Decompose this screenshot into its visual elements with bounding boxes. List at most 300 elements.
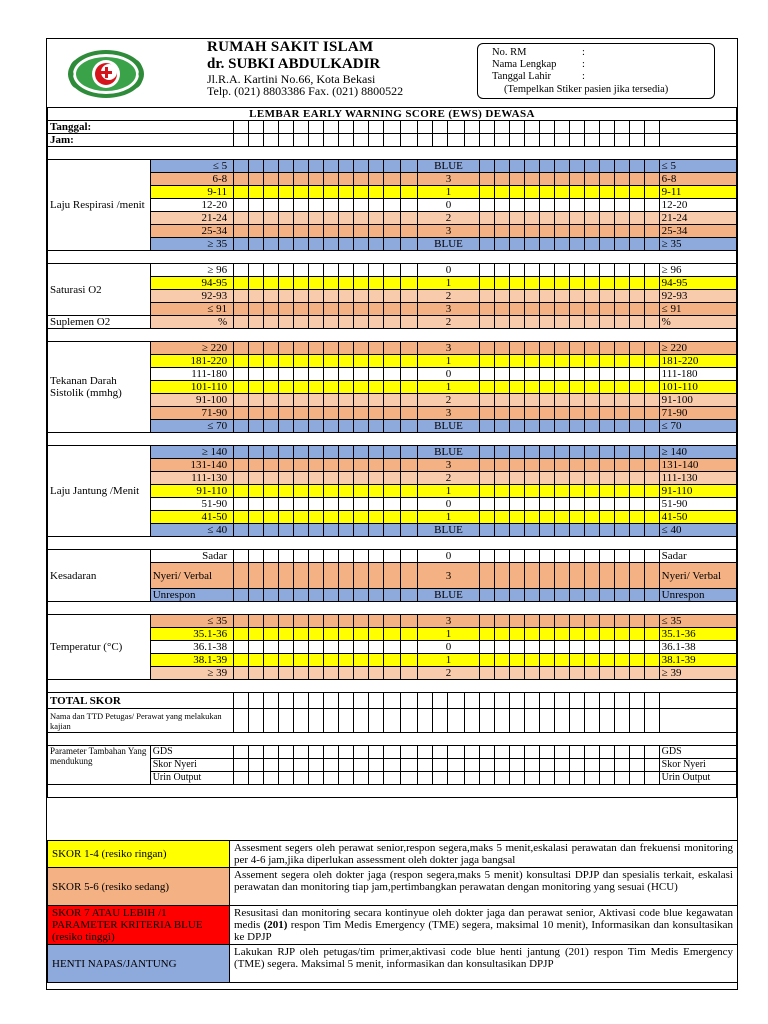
entry-cell[interactable] bbox=[495, 746, 510, 759]
entry-cell[interactable] bbox=[480, 407, 495, 420]
entry-cell[interactable] bbox=[383, 654, 400, 667]
entry-cell[interactable] bbox=[509, 459, 524, 472]
entry-cell[interactable] bbox=[433, 772, 448, 785]
entry-cell[interactable] bbox=[644, 290, 659, 303]
entry-cell[interactable] bbox=[323, 160, 338, 173]
entry-cell[interactable] bbox=[353, 134, 368, 147]
entry-cell[interactable] bbox=[368, 238, 383, 251]
entry-cell[interactable] bbox=[308, 342, 323, 355]
entry-cell[interactable] bbox=[629, 550, 644, 563]
entry-cell[interactable] bbox=[644, 550, 659, 563]
entry-cell[interactable] bbox=[234, 407, 249, 420]
entry-cell[interactable] bbox=[539, 355, 554, 368]
entry-cell[interactable] bbox=[509, 615, 524, 628]
entry-cell[interactable] bbox=[554, 238, 569, 251]
entry-cell[interactable] bbox=[353, 446, 368, 459]
entry-cell[interactable] bbox=[353, 693, 368, 709]
entry-cell[interactable] bbox=[323, 420, 338, 433]
entry-cell[interactable] bbox=[368, 589, 383, 602]
entry-cell[interactable] bbox=[418, 746, 433, 759]
entry-cell[interactable] bbox=[249, 589, 264, 602]
entry-cell[interactable] bbox=[495, 199, 510, 212]
entry-cell[interactable] bbox=[509, 225, 524, 238]
entry-cell[interactable] bbox=[495, 641, 510, 654]
entry-cell[interactable] bbox=[629, 759, 644, 772]
entry-cell[interactable] bbox=[433, 746, 448, 759]
entry-cell[interactable] bbox=[480, 498, 495, 511]
entry-cell[interactable] bbox=[264, 212, 279, 225]
entry-cell[interactable] bbox=[644, 277, 659, 290]
entry-cell[interactable] bbox=[584, 511, 599, 524]
entry-cell[interactable] bbox=[584, 472, 599, 485]
entry-cell[interactable] bbox=[509, 316, 524, 329]
entry-cell[interactable] bbox=[433, 759, 448, 772]
entry-cell[interactable] bbox=[294, 368, 309, 381]
entry-cell[interactable] bbox=[279, 628, 294, 641]
entry-cell[interactable] bbox=[400, 459, 417, 472]
entry-cell[interactable] bbox=[353, 589, 368, 602]
entry-cell[interactable] bbox=[554, 212, 569, 225]
entry-cell[interactable] bbox=[308, 368, 323, 381]
entry-cell[interactable] bbox=[614, 615, 629, 628]
entry-cell[interactable] bbox=[480, 121, 495, 134]
entry-cell[interactable] bbox=[569, 709, 584, 733]
entry-cell[interactable] bbox=[509, 277, 524, 290]
entry-cell[interactable] bbox=[383, 290, 400, 303]
entry-cell[interactable] bbox=[249, 238, 264, 251]
entry-cell[interactable] bbox=[383, 693, 400, 709]
entry-cell[interactable] bbox=[524, 641, 539, 654]
entry-cell[interactable] bbox=[368, 550, 383, 563]
entry-cell[interactable] bbox=[323, 628, 338, 641]
entry-cell[interactable] bbox=[308, 550, 323, 563]
entry-cell[interactable] bbox=[249, 746, 264, 759]
entry-cell[interactable] bbox=[509, 368, 524, 381]
entry-cell[interactable] bbox=[554, 316, 569, 329]
entry-cell[interactable] bbox=[554, 303, 569, 316]
entry-cell[interactable] bbox=[614, 446, 629, 459]
entry-cell[interactable] bbox=[338, 238, 353, 251]
entry-cell[interactable] bbox=[509, 160, 524, 173]
entry-cell[interactable] bbox=[569, 628, 584, 641]
entry-cell[interactable] bbox=[554, 615, 569, 628]
entry-cell[interactable] bbox=[308, 759, 323, 772]
entry-cell[interactable] bbox=[383, 667, 400, 680]
entry-cell[interactable] bbox=[539, 134, 554, 147]
entry-cell[interactable] bbox=[353, 316, 368, 329]
entry-cell[interactable] bbox=[400, 589, 417, 602]
entry-cell[interactable] bbox=[400, 511, 417, 524]
entry-cell[interactable] bbox=[569, 225, 584, 238]
entry-cell[interactable] bbox=[294, 186, 309, 199]
entry-cell[interactable] bbox=[524, 212, 539, 225]
entry-cell[interactable] bbox=[644, 355, 659, 368]
entry-cell[interactable] bbox=[524, 316, 539, 329]
entry-cell[interactable] bbox=[308, 667, 323, 680]
entry-cell[interactable] bbox=[447, 746, 464, 759]
entry-cell[interactable] bbox=[368, 134, 383, 147]
entry-cell[interactable] bbox=[234, 589, 249, 602]
entry-cell[interactable] bbox=[353, 368, 368, 381]
entry-cell[interactable] bbox=[509, 173, 524, 186]
entry-cell[interactable] bbox=[400, 355, 417, 368]
entry-cell[interactable] bbox=[495, 759, 510, 772]
entry-cell[interactable] bbox=[569, 342, 584, 355]
entry-cell[interactable] bbox=[264, 485, 279, 498]
entry-cell[interactable] bbox=[629, 277, 644, 290]
entry-cell[interactable] bbox=[308, 772, 323, 785]
entry-cell[interactable] bbox=[249, 381, 264, 394]
entry-cell[interactable] bbox=[554, 628, 569, 641]
entry-cell[interactable] bbox=[279, 589, 294, 602]
entry-cell[interactable] bbox=[569, 212, 584, 225]
entry-cell[interactable] bbox=[569, 420, 584, 433]
entry-cell[interactable] bbox=[524, 472, 539, 485]
entry-cell[interactable] bbox=[264, 628, 279, 641]
entry-cell[interactable] bbox=[614, 550, 629, 563]
entry-cell[interactable] bbox=[279, 212, 294, 225]
entry-cell[interactable] bbox=[264, 589, 279, 602]
entry-cell[interactable] bbox=[338, 446, 353, 459]
entry-cell[interactable] bbox=[495, 511, 510, 524]
entry-cell[interactable] bbox=[644, 472, 659, 485]
entry-cell[interactable] bbox=[480, 472, 495, 485]
entry-cell[interactable] bbox=[368, 772, 383, 785]
entry-cell[interactable] bbox=[368, 225, 383, 238]
entry-cell[interactable] bbox=[629, 186, 644, 199]
entry-cell[interactable] bbox=[584, 746, 599, 759]
entry-cell[interactable] bbox=[465, 121, 480, 134]
entry-cell[interactable] bbox=[644, 186, 659, 199]
entry-cell[interactable] bbox=[509, 746, 524, 759]
entry-cell[interactable] bbox=[400, 342, 417, 355]
entry-cell[interactable] bbox=[279, 186, 294, 199]
entry-cell[interactable] bbox=[400, 212, 417, 225]
entry-cell[interactable] bbox=[644, 420, 659, 433]
entry-cell[interactable] bbox=[539, 342, 554, 355]
entry-cell[interactable] bbox=[569, 355, 584, 368]
entry-cell[interactable] bbox=[418, 121, 433, 134]
entry-cell[interactable] bbox=[383, 264, 400, 277]
entry-cell[interactable] bbox=[644, 160, 659, 173]
entry-cell[interactable] bbox=[249, 524, 264, 537]
entry-cell[interactable] bbox=[338, 667, 353, 680]
entry-cell[interactable] bbox=[599, 394, 614, 407]
entry-cell[interactable] bbox=[234, 186, 249, 199]
entry-cell[interactable] bbox=[554, 641, 569, 654]
entry-cell[interactable] bbox=[279, 446, 294, 459]
entry-cell[interactable] bbox=[249, 498, 264, 511]
entry-cell[interactable] bbox=[599, 759, 614, 772]
entry-cell[interactable] bbox=[509, 485, 524, 498]
entry-cell[interactable] bbox=[524, 394, 539, 407]
entry-cell[interactable] bbox=[249, 459, 264, 472]
entry-cell[interactable] bbox=[509, 264, 524, 277]
entry-cell[interactable] bbox=[599, 563, 614, 589]
entry-cell[interactable] bbox=[353, 277, 368, 290]
entry-cell[interactable] bbox=[554, 511, 569, 524]
entry-cell[interactable] bbox=[614, 772, 629, 785]
entry-cell[interactable] bbox=[614, 277, 629, 290]
entry-cell[interactable] bbox=[264, 407, 279, 420]
entry-cell[interactable] bbox=[614, 290, 629, 303]
entry-cell[interactable] bbox=[400, 709, 417, 733]
entry-cell[interactable] bbox=[279, 709, 294, 733]
entry-cell[interactable] bbox=[323, 446, 338, 459]
entry-cell[interactable] bbox=[629, 121, 644, 134]
entry-cell[interactable] bbox=[569, 485, 584, 498]
entry-cell[interactable] bbox=[524, 134, 539, 147]
entry-cell[interactable] bbox=[249, 264, 264, 277]
entry-cell[interactable] bbox=[569, 472, 584, 485]
entry-cell[interactable] bbox=[400, 550, 417, 563]
entry-cell[interactable] bbox=[524, 173, 539, 186]
entry-cell[interactable] bbox=[353, 772, 368, 785]
entry-cell[interactable] bbox=[368, 420, 383, 433]
entry-cell[interactable] bbox=[383, 368, 400, 381]
entry-cell[interactable] bbox=[447, 134, 464, 147]
entry-cell[interactable] bbox=[264, 420, 279, 433]
entry-cell[interactable] bbox=[524, 277, 539, 290]
entry-cell[interactable] bbox=[629, 381, 644, 394]
entry-cell[interactable] bbox=[400, 199, 417, 212]
entry-cell[interactable] bbox=[644, 121, 659, 134]
entry-cell[interactable] bbox=[480, 225, 495, 238]
entry-cell[interactable] bbox=[249, 667, 264, 680]
entry-cell[interactable] bbox=[629, 342, 644, 355]
entry-cell[interactable] bbox=[249, 290, 264, 303]
entry-cell[interactable] bbox=[539, 589, 554, 602]
entry-cell[interactable] bbox=[539, 225, 554, 238]
entry-cell[interactable] bbox=[569, 303, 584, 316]
entry-cell[interactable] bbox=[383, 186, 400, 199]
entry-cell[interactable] bbox=[539, 238, 554, 251]
entry-cell[interactable] bbox=[294, 355, 309, 368]
entry-cell[interactable] bbox=[539, 563, 554, 589]
entry-cell[interactable] bbox=[294, 225, 309, 238]
entry-cell[interactable] bbox=[323, 342, 338, 355]
entry-cell[interactable] bbox=[234, 772, 249, 785]
entry-cell[interactable] bbox=[569, 615, 584, 628]
entry-cell[interactable] bbox=[383, 709, 400, 733]
entry-cell[interactable] bbox=[495, 160, 510, 173]
entry-cell[interactable] bbox=[383, 485, 400, 498]
entry-cell[interactable] bbox=[383, 316, 400, 329]
entry-cell[interactable] bbox=[264, 693, 279, 709]
entry-cell[interactable] bbox=[465, 693, 480, 709]
entry-cell[interactable] bbox=[509, 420, 524, 433]
entry-cell[interactable] bbox=[338, 589, 353, 602]
entry-cell[interactable] bbox=[338, 199, 353, 212]
entry-cell[interactable] bbox=[294, 759, 309, 772]
entry-cell[interactable] bbox=[308, 498, 323, 511]
entry-cell[interactable] bbox=[368, 709, 383, 733]
entry-cell[interactable] bbox=[294, 654, 309, 667]
entry-cell[interactable] bbox=[614, 238, 629, 251]
entry-cell[interactable] bbox=[480, 368, 495, 381]
entry-cell[interactable] bbox=[234, 654, 249, 667]
entry-cell[interactable] bbox=[249, 342, 264, 355]
entry-cell[interactable] bbox=[368, 472, 383, 485]
entry-cell[interactable] bbox=[249, 472, 264, 485]
entry-cell[interactable] bbox=[584, 641, 599, 654]
entry-cell[interactable] bbox=[629, 290, 644, 303]
entry-cell[interactable] bbox=[308, 407, 323, 420]
entry-cell[interactable] bbox=[584, 709, 599, 733]
entry-cell[interactable] bbox=[569, 746, 584, 759]
entry-cell[interactable] bbox=[495, 628, 510, 641]
entry-cell[interactable] bbox=[614, 121, 629, 134]
entry-cell[interactable] bbox=[234, 173, 249, 186]
entry-cell[interactable] bbox=[294, 498, 309, 511]
entry-cell[interactable] bbox=[418, 709, 433, 733]
entry-cell[interactable] bbox=[554, 355, 569, 368]
entry-cell[interactable] bbox=[629, 485, 644, 498]
entry-cell[interactable] bbox=[294, 746, 309, 759]
entry-cell[interactable] bbox=[584, 212, 599, 225]
entry-cell[interactable] bbox=[554, 654, 569, 667]
entry-cell[interactable] bbox=[308, 238, 323, 251]
entry-cell[interactable] bbox=[400, 524, 417, 537]
entry-cell[interactable] bbox=[509, 511, 524, 524]
entry-cell[interactable] bbox=[264, 563, 279, 589]
entry-cell[interactable] bbox=[279, 654, 294, 667]
entry-cell[interactable] bbox=[584, 420, 599, 433]
entry-cell[interactable] bbox=[569, 667, 584, 680]
entry-cell[interactable] bbox=[480, 173, 495, 186]
entry-cell[interactable] bbox=[368, 615, 383, 628]
entry-cell[interactable] bbox=[353, 498, 368, 511]
entry-cell[interactable] bbox=[629, 316, 644, 329]
entry-cell[interactable] bbox=[234, 524, 249, 537]
entry-cell[interactable] bbox=[249, 186, 264, 199]
entry-cell[interactable] bbox=[495, 212, 510, 225]
entry-cell[interactable] bbox=[249, 485, 264, 498]
entry-cell[interactable] bbox=[323, 199, 338, 212]
entry-cell[interactable] bbox=[584, 524, 599, 537]
entry-cell[interactable] bbox=[495, 615, 510, 628]
entry-cell[interactable] bbox=[584, 759, 599, 772]
entry-cell[interactable] bbox=[400, 316, 417, 329]
entry-cell[interactable] bbox=[368, 355, 383, 368]
entry-cell[interactable] bbox=[234, 264, 249, 277]
entry-cell[interactable] bbox=[447, 759, 464, 772]
entry-cell[interactable] bbox=[554, 667, 569, 680]
entry-cell[interactable] bbox=[400, 667, 417, 680]
entry-cell[interactable] bbox=[400, 368, 417, 381]
entry-cell[interactable] bbox=[599, 134, 614, 147]
entry-cell[interactable] bbox=[353, 238, 368, 251]
entry-cell[interactable] bbox=[569, 446, 584, 459]
entry-cell[interactable] bbox=[509, 394, 524, 407]
entry-cell[interactable] bbox=[323, 693, 338, 709]
entry-cell[interactable] bbox=[294, 641, 309, 654]
entry-cell[interactable] bbox=[539, 446, 554, 459]
entry-cell[interactable] bbox=[383, 563, 400, 589]
entry-cell[interactable] bbox=[644, 709, 659, 733]
entry-cell[interactable] bbox=[368, 746, 383, 759]
entry-cell[interactable] bbox=[554, 277, 569, 290]
entry-cell[interactable] bbox=[279, 277, 294, 290]
entry-cell[interactable] bbox=[584, 225, 599, 238]
entry-cell[interactable] bbox=[599, 746, 614, 759]
entry-cell[interactable] bbox=[584, 277, 599, 290]
entry-cell[interactable] bbox=[569, 316, 584, 329]
entry-cell[interactable] bbox=[629, 615, 644, 628]
entry-cell[interactable] bbox=[249, 641, 264, 654]
entry-cell[interactable] bbox=[599, 472, 614, 485]
entry-cell[interactable] bbox=[539, 173, 554, 186]
entry-cell[interactable] bbox=[539, 420, 554, 433]
entry-cell[interactable] bbox=[495, 134, 510, 147]
entry-cell[interactable] bbox=[480, 550, 495, 563]
entry-cell[interactable] bbox=[400, 121, 417, 134]
entry-cell[interactable] bbox=[524, 186, 539, 199]
entry-cell[interactable] bbox=[509, 589, 524, 602]
entry-cell[interactable] bbox=[599, 121, 614, 134]
entry-cell[interactable] bbox=[294, 277, 309, 290]
entry-cell[interactable] bbox=[338, 134, 353, 147]
entry-cell[interactable] bbox=[400, 641, 417, 654]
entry-cell[interactable] bbox=[629, 511, 644, 524]
entry-cell[interactable] bbox=[539, 212, 554, 225]
entry-cell[interactable] bbox=[584, 160, 599, 173]
entry-cell[interactable] bbox=[279, 759, 294, 772]
entry-cell[interactable] bbox=[400, 407, 417, 420]
entry-cell[interactable] bbox=[524, 667, 539, 680]
entry-cell[interactable] bbox=[554, 446, 569, 459]
entry-cell[interactable] bbox=[584, 264, 599, 277]
entry-cell[interactable] bbox=[554, 524, 569, 537]
entry-cell[interactable] bbox=[234, 693, 249, 709]
entry-cell[interactable] bbox=[249, 160, 264, 173]
entry-cell[interactable] bbox=[584, 303, 599, 316]
entry-cell[interactable] bbox=[323, 264, 338, 277]
entry-cell[interactable] bbox=[353, 303, 368, 316]
entry-cell[interactable] bbox=[308, 381, 323, 394]
entry-cell[interactable] bbox=[614, 173, 629, 186]
entry-cell[interactable] bbox=[539, 186, 554, 199]
entry-cell[interactable] bbox=[509, 238, 524, 251]
entry-cell[interactable] bbox=[338, 524, 353, 537]
entry-cell[interactable] bbox=[264, 641, 279, 654]
entry-cell[interactable] bbox=[353, 264, 368, 277]
entry-cell[interactable] bbox=[400, 498, 417, 511]
entry-cell[interactable] bbox=[400, 160, 417, 173]
entry-cell[interactable] bbox=[509, 498, 524, 511]
entry-cell[interactable] bbox=[584, 368, 599, 381]
entry-cell[interactable] bbox=[644, 511, 659, 524]
entry-cell[interactable] bbox=[368, 199, 383, 212]
entry-cell[interactable] bbox=[323, 667, 338, 680]
entry-cell[interactable] bbox=[234, 212, 249, 225]
entry-cell[interactable] bbox=[249, 134, 264, 147]
entry-cell[interactable] bbox=[279, 407, 294, 420]
entry-cell[interactable] bbox=[234, 134, 249, 147]
entry-cell[interactable] bbox=[599, 316, 614, 329]
entry-cell[interactable] bbox=[614, 693, 629, 709]
entry-cell[interactable] bbox=[264, 199, 279, 212]
entry-cell[interactable] bbox=[249, 407, 264, 420]
entry-cell[interactable] bbox=[524, 485, 539, 498]
entry-cell[interactable] bbox=[480, 628, 495, 641]
entry-cell[interactable] bbox=[599, 381, 614, 394]
entry-cell[interactable] bbox=[554, 485, 569, 498]
entry-cell[interactable] bbox=[599, 277, 614, 290]
entry-cell[interactable] bbox=[338, 709, 353, 733]
entry-cell[interactable] bbox=[383, 615, 400, 628]
entry-cell[interactable] bbox=[234, 746, 249, 759]
